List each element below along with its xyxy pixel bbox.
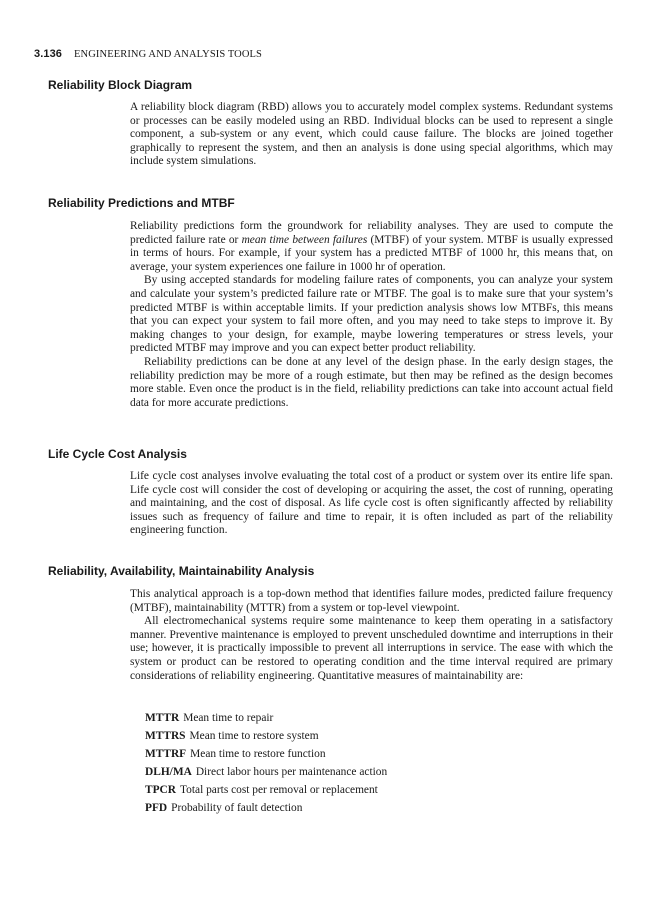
section-body-mtbf bbox=[130, 220, 613, 410]
emphasis-term: mean time between failures bbox=[241, 233, 368, 246]
section-body-lcca bbox=[130, 470, 613, 538]
paragraph: All electromechanical systems require some maintenance to keep them operating in a satisfactory manner. Preventive maintenance is employed to prevent unscheduled downtime and interruptions in their use; however, it is practically impossible to prevent all interruptions in service. The ease with which the system or product can be restored to operating condition and the time interval required are primary considerations of reliability engineering. Quantitative measures of maintainability are: bbox=[130, 615, 613, 682]
maintainability-measures-list bbox=[145, 709, 605, 817]
paragraph: This analytical approach is a top-down method that identifies failure modes, predicted failure frequency (MTBF), maintainability (MTTR) from a system or top-level viewpoint. bbox=[130, 588, 613, 614]
section-body-ram bbox=[130, 588, 613, 683]
list-item: MTTR Mean time to repair bbox=[145, 712, 274, 724]
list-item: MTTRS Mean time to restore system bbox=[145, 730, 319, 742]
paragraph: By using accepted standards for modeling failure rates of components, you can analyze your system and calculate your system’s predicted failure rate or MTBF. The goal is to make sure that your system’s predicted MTBF is within acceptable limits. If your prediction analysis shows low MTBFs, this means that you can expect your system to fail more often, and you may need to take steps to improve it. By making changes to your design, for example, maybe lowering temperatures or stress levels, your predicted MTBF may improve and you can expect better product reliability. bbox=[130, 274, 613, 355]
page-number: 3.136 bbox=[34, 48, 63, 60]
section-heading-lcca: Life Cycle Cost Analysis bbox=[48, 447, 187, 461]
section-heading-rbd: Reliability Block Diagram bbox=[48, 78, 193, 92]
running-head-title: ENGINEERING AND ANALYSIS TOOLS bbox=[74, 49, 262, 60]
list-item: MTTRF Mean time to restore function bbox=[145, 748, 326, 760]
paragraph: Reliability predictions can be done at any level of the design phase. In the early design stages, the reliability prediction may be more of a rough estimate, but then may be refined as the design becomes more stable. Even once the product is in the field, reliability predictions can take into account actual field data for more accurate predictions. bbox=[130, 355, 613, 409]
running-head bbox=[34, 48, 262, 60]
paragraph: Life cycle cost analyses involve evaluating the total cost of a product or system over its entire life span. Life cycle cost will consider the cost of developing or acquiring the asset, the cost of running, operating and maintaining, and the cost of disposal. As life cycle cost is often significantly affected by reliability issues such as frequency of failure and time to repair, it is often included as part of the reliability engineering function. bbox=[130, 470, 613, 537]
section-body-rbd bbox=[130, 101, 613, 169]
section-heading-ram: Reliability, Availability, Maintainability Analysis bbox=[48, 564, 315, 578]
paragraph: A reliability block diagram (RBD) allows you to accurately model complex systems. Redundant systems or processes can be easily modeled using an RBD. Individual blocks can be used to represent a single component, a sub-system or any event, which could cause failure. The blocks are joined together graphically to represent the system, and then an analysis is done using special algorithms, which may include system simulations. bbox=[130, 101, 613, 168]
section-heading-mtbf: Reliability Predictions and MTBF bbox=[48, 196, 235, 210]
list-item: TPCR Total parts cost per removal or replacement bbox=[145, 784, 378, 796]
list-item: PFD Probability of fault detection bbox=[145, 802, 303, 814]
paragraph: Reliability predictions form the groundwork for reliability analyses. They are used to compute the predicted failure rate or mean time between failures (MTBF) of your system. MTBF is usually expressed in terms of hours. For example, if your system has a predicted MTBF of 1000 hr, this means that, on average, your system experiences one failure in 1000 hr of operation. bbox=[130, 220, 613, 273]
list-item: DLH/MA Direct labor hours per maintenance action bbox=[145, 766, 388, 778]
